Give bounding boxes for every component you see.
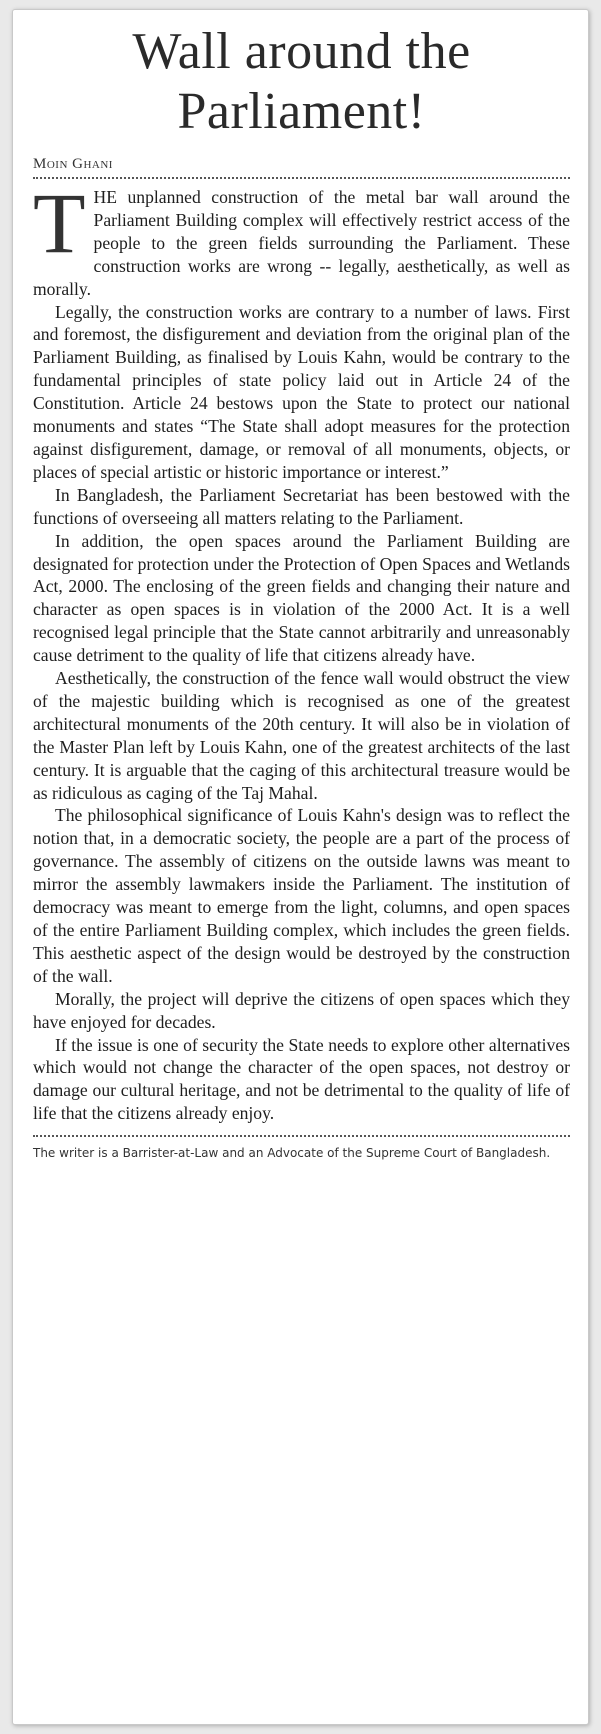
byline: Moin Ghani <box>33 156 570 179</box>
dropcap: T <box>33 175 86 271</box>
paragraph-3: In Bangladesh, the Parliament Secretariat has been bestowed with the functions of overseeing all matters relating to the Parliament. <box>33 484 570 528</box>
footer-divider <box>33 1135 570 1137</box>
paragraph-4: In addition, the open spaces around the Parliament Building are designated for protection under the Protection of Open Spaces and Wetlands Act, 2000. The enclosing of the green fields and changing their nature and character as open spaces is in violation of the 2000 Act. It is a well recognised legal principle that the State cannot arbitrarily and unreasonably cause detriment to the quality of life that citizens already have. <box>33 530 570 666</box>
paragraph-1-text: HE unplanned construction of the metal bar wall around the Parliament Building complex will effectively restrict access of the people to the green fields surrounding the Parliament. These construction works are wrong -- legally, aesthetically, as well as morally. <box>33 187 570 299</box>
paragraph-6: The philosophical significance of Louis Kahn's design was to reflect the notion that, in a democratic society, the people are a part of the process of governance. The assembly of citizens on the outside lawns was meant to mirror the assembly lawmakers inside the Parliament. The institution of democracy was meant to emerge from the light, columns, and open spaces of the entire Parliament Building complex, which includes the green fields. This aesthetic aspect of the design would be destroyed by the construction of the wall. <box>33 805 570 986</box>
paragraph-7: Morally, the project will deprive the citizens of open spaces which they have enjoyed for decades. <box>33 988 570 1032</box>
paragraph-5: Aesthetically, the construction of the fence wall would obstruct the view of the majestic building which is recognised as one of the greatest architectural monuments of the 20th century. It will also be in violation of the Master Plan left by Louis Kahn, one of the greatest architects of the last century. It is arguable that the caging of this architectural treasure would be as ridiculous as caging of the Taj Mahal. <box>33 668 570 803</box>
paragraph-8: If the issue is one of security the State needs to explore other alternatives which would not change the character of the open spaces, not destroy or damage our cultural heritage, and not be detrimental to the quality of life of life that the citizens already enjoy. <box>33 1034 570 1124</box>
article-body <box>33 175 570 1125</box>
paragraph-2: Legally, the construction works are contrary to a number of laws. First and foremost, the disfigurement and deviation from the original plan of the Parliament Building, as finalised by Louis Kahn, would be contrary to the fundamental principles of state policy laid out in Article 24 of the Constitution. Article 24 bestows upon the State to protect our national monuments and states “The State shall adopt measures for the protection against disfigurement, damage, or removal of all monuments, objects, or places of special artistic or historic importance or interest.” <box>33 301 570 482</box>
article-clipping <box>12 9 589 1725</box>
paragraph-1 <box>33 175 570 301</box>
headline: Wall around the Parliament! <box>132 23 471 140</box>
author-footnote: The writer is a Barrister-at-Law and an Advocate of the Supreme Court of Bangladesh. <box>33 1146 551 1161</box>
